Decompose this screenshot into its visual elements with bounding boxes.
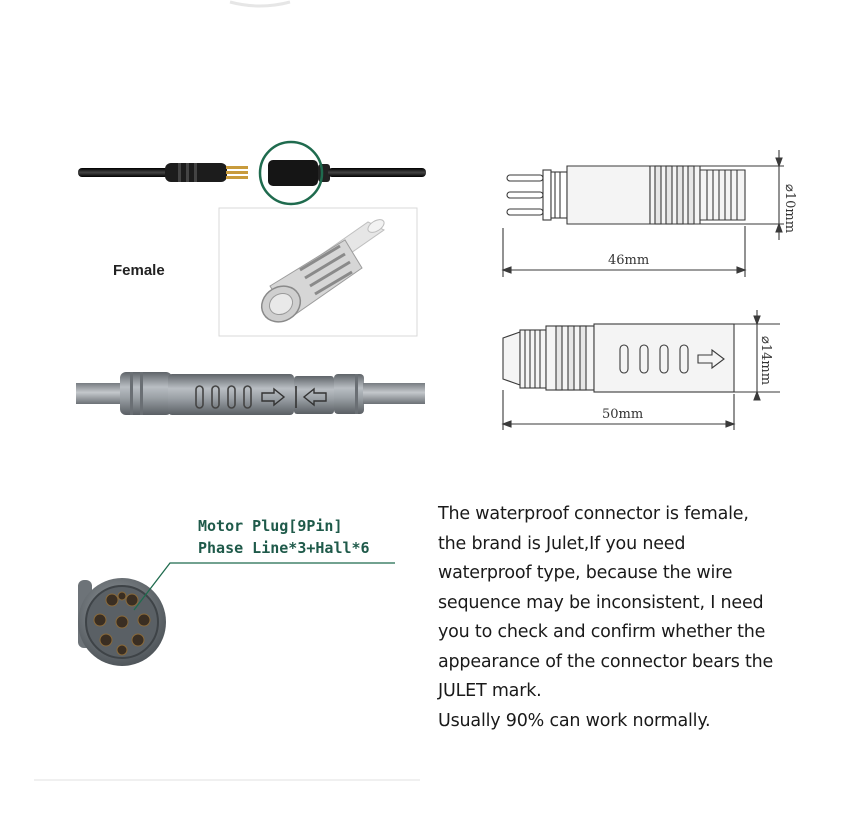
motor-plug-label <box>198 515 370 559</box>
dim-50mm-label: 50mm <box>602 407 644 422</box>
description-line: sequence may be inconsistent, I need <box>438 592 764 613</box>
description-line: the brand is Julet,If you need <box>438 533 686 554</box>
description-line: appearance of the connector bears the <box>438 651 774 672</box>
motor-plug-spec: Phase Line*3+Hall*6 <box>198 539 370 557</box>
female-label: Female <box>113 262 165 279</box>
description-line: waterproof type, because the wire <box>438 563 733 583</box>
motor-plug-face <box>78 578 166 666</box>
dim-46mm-label: 46mm <box>608 253 650 268</box>
motor-plug-title: Motor Plug[9Pin] <box>198 517 343 535</box>
dim-14mm-label: ⌀14mm <box>758 336 773 386</box>
description-line: you to check and confirm whether the <box>438 622 766 642</box>
cable-photo <box>78 142 426 204</box>
female-connector-render <box>219 208 417 336</box>
leader-line <box>134 563 395 610</box>
description-line: Usually 90% can work normally. <box>438 710 711 731</box>
description-line: JULET mark. <box>438 681 542 701</box>
description-text <box>438 500 838 736</box>
dim-10mm-label: ⌀10mm <box>782 184 797 234</box>
gray-connector-pair <box>76 372 425 415</box>
description-line: The waterproof connector is female, <box>438 504 749 524</box>
